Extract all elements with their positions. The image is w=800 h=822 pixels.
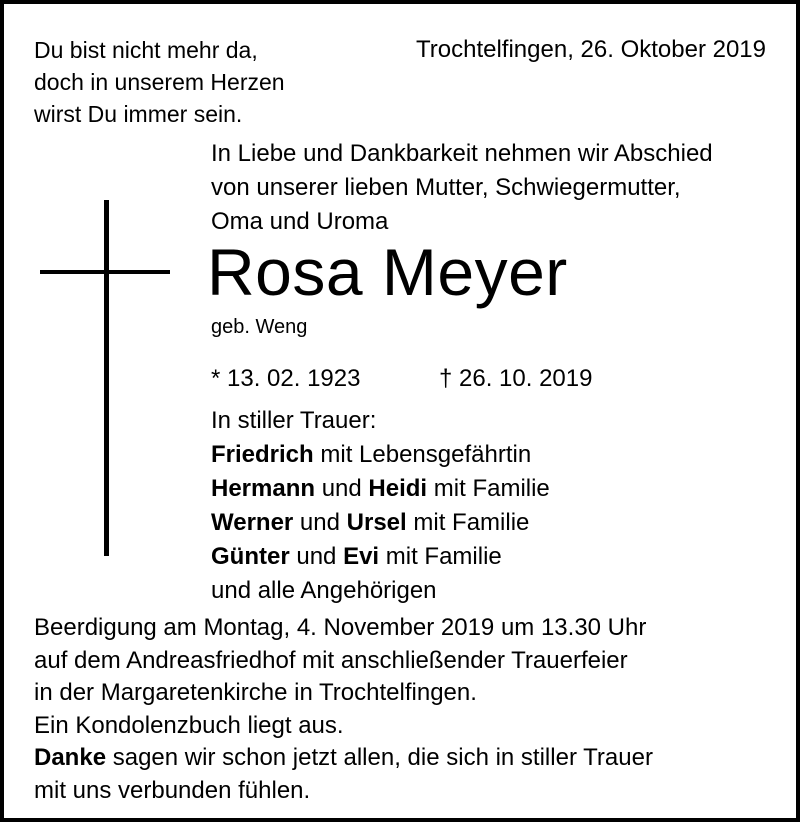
thanks-line-2: mit uns verbunden fühlen.: [34, 776, 311, 804]
mourner-name: Evi: [343, 543, 380, 570]
place-date: Trochtelfingen, 26. Oktober 2019: [416, 36, 766, 63]
motto-line-3: wirst Du immer sein.: [34, 101, 243, 127]
conjunction: und: [315, 475, 369, 502]
intro-line-1: In Liebe und Dankbarkeit nehmen wir Abschied: [211, 140, 713, 167]
intro-text: [211, 137, 713, 239]
thanks-line-1: [34, 742, 653, 775]
deceased-name: Rosa Meyer: [207, 235, 568, 309]
mourner-name: Ursel: [346, 509, 407, 536]
mourning-heading: In stiller Trauer:: [211, 407, 377, 434]
mourner-relation: mit Familie: [379, 543, 502, 570]
conjunction: und: [289, 543, 344, 570]
mourner-line-3: [211, 506, 550, 540]
condolence-book-line: Ein Kondolenzbuch liegt aus.: [34, 711, 344, 739]
mourner-name: Friedrich: [211, 441, 314, 468]
death-date: † 26. 10. 2019: [439, 365, 593, 392]
motto-line-2: doch in unserem Herzen: [34, 69, 285, 95]
motto: [34, 34, 285, 130]
funeral-line-1: Beerdigung am Montag, 4. November 2019 um 13.30 Uhr: [34, 614, 647, 641]
thanks-word: Danke: [34, 744, 107, 771]
mourner-relation: mit Familie: [427, 475, 550, 502]
cross-vertical-bar: [104, 200, 109, 556]
funeral-line-2: auf dem Andreasfriedhof mit anschließender Trauerfeier: [34, 646, 628, 674]
mourner-relation: mit Lebensgefährtin: [313, 441, 532, 468]
mourner-name: Günter: [211, 543, 290, 570]
cross-horizontal-bar: [40, 270, 170, 274]
motto-line-1: Du bist nicht mehr da,: [34, 37, 258, 63]
mourner-relation: mit Familie: [406, 509, 530, 536]
birth-date: * 13. 02. 1923: [211, 365, 361, 392]
mourners-list: [211, 404, 550, 608]
maiden-name: geb. Weng: [211, 316, 308, 338]
intro-line-3: Oma und Uroma: [211, 208, 389, 235]
mourner-line-2: [211, 472, 550, 506]
life-dates: [211, 362, 593, 396]
mourner-name: Werner: [211, 509, 294, 536]
mourner-name: Hermann: [211, 475, 316, 502]
funeral-line-3: in der Margaretenkirche in Trochtelfingen.: [34, 679, 477, 706]
mourner-line-1: [211, 438, 550, 472]
mourner-name: Heidi: [368, 475, 428, 502]
thanks-text: sagen wir schon jetzt allen, die sich in stiller Trauer: [106, 744, 653, 771]
mourner-line-4: [211, 540, 550, 574]
mourner-line-5: und alle Angehörigen: [211, 577, 437, 604]
conjunction: und: [293, 509, 347, 536]
intro-line-2: von unserer lieben Mutter, Schwiegermutter,: [211, 174, 681, 201]
funeral-info: [34, 612, 653, 807]
